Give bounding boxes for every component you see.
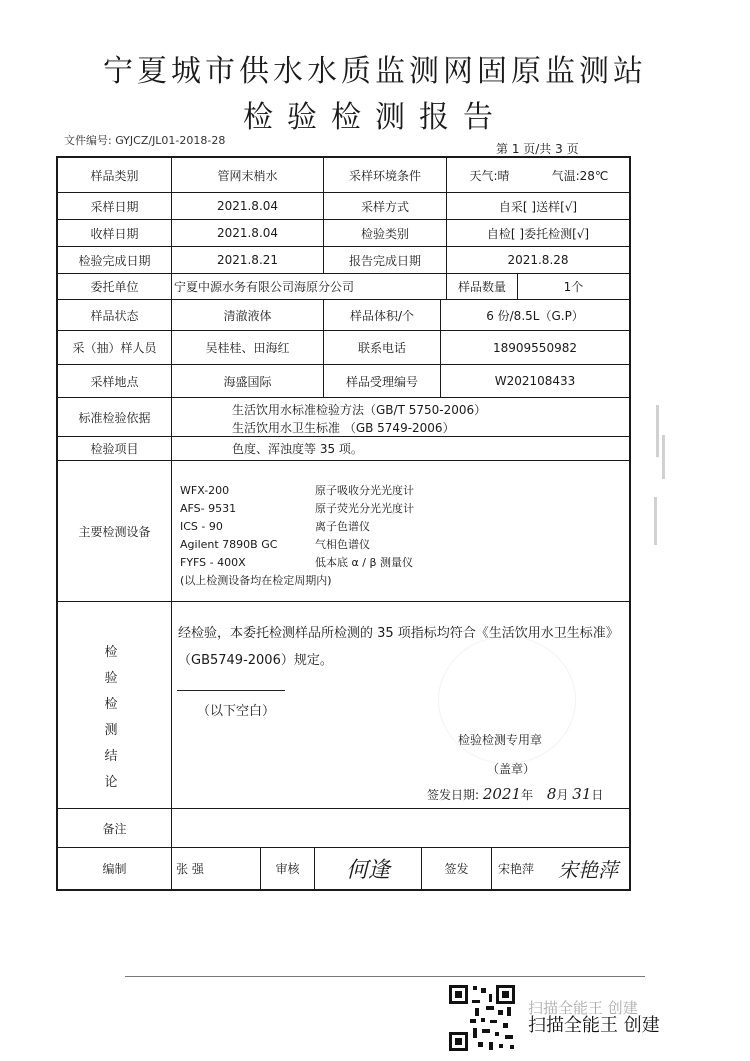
sample-type-value: 管网末梢水 [217,168,278,183]
equipment-name: 离子色谱仪 [315,520,370,533]
sample-quantity-value: 1个 [563,280,584,294]
report-title-line-2: 检验检测报告 [243,100,507,135]
scan-watermark: 扫描全能王 创建 [528,1015,660,1036]
stamp-title: 检验检测专用章 [458,733,543,747]
equipment-model: ICS - 90 [180,520,223,533]
equipment-row [180,518,610,536]
outer-frame-bottom [56,889,631,891]
issue-year-suffix: 年 [521,788,534,802]
reviewed-label: 审核 [275,861,300,876]
equipment-name: 低本底 α / β 测量仪 [315,556,413,569]
page-number: 第 1 页/共 3 页 [496,142,579,156]
sample-volume-label: 样品体积/个 [349,308,415,323]
standard-basis-line-1: 生活饮用水标准检验方法（GB/T 5750-2006） [232,402,487,417]
compiled-label: 编制 [102,861,127,876]
issue-month: 8 [546,785,557,803]
received-date-label: 收样日期 [90,226,139,241]
inspection-type-label: 检验类别 [360,226,409,241]
completion-date-value: 2021.8.21 [216,253,279,267]
equipment-row [180,554,610,572]
remarks-label: 备注 [102,821,127,836]
equipment-name: 气相色谱仪 [315,538,370,551]
sampling-date-label: 采样日期 [90,199,139,214]
test-items-value: 色度、浑浊度等 35 项。 [232,442,363,456]
acceptance-number-value: W202108433 [494,374,576,388]
received-date-value: 2021.8.04 [216,226,279,240]
standard-basis-label: 标准检验依据 [78,410,151,425]
issue-day-suffix: 日 [591,788,604,802]
stamp-mark: （盖章） [487,762,536,776]
blank-note: （以下空白） [197,704,276,719]
equipment-model: Agilent 7890B GC [180,538,278,551]
sampling-method-label: 采样方式 [360,199,409,214]
equipment-row [180,536,610,554]
sample-state-value: 清澈液体 [223,308,272,323]
standard-basis-line-2: 生活饮用水卫生标准 （GB 5749-2006） [232,420,455,435]
sample-state-label: 样品状态 [90,308,139,323]
equipment-note: (以上检测设备均在检定周期内) [180,574,332,587]
equipment-name: 原子荧光分光光度计 [315,502,414,515]
right-edge-marks [652,405,670,550]
scan-watermark-faded: 扫描全能王 创建 [528,999,638,1017]
sampling-date-value: 2021.8.04 [216,199,279,213]
equipment-model: WFX-200 [180,484,230,497]
issued-by: 宋艳萍 [498,861,535,876]
reviewed-signature: 何逢 [345,857,390,883]
sampler-label: 采（抽）样人员 [72,341,157,355]
row-line-11 [57,601,630,602]
weather-value: 天气:晴 [469,168,510,183]
issued-signature: 宋艳萍 [558,857,618,882]
issue-month-suffix: 月 [556,788,569,802]
conclusion-text: 经检验，本委托检测样品所检测的 35 项指标均符合《生活饮用水卫生标准》（GB5749-2006）规定。 [178,626,613,668]
report-date-value: 2021.8.28 [507,253,569,267]
equipment-list [180,482,610,594]
client-label: 委托单位 [90,280,139,294]
issue-day: 31 [572,785,592,803]
issue-date [427,785,603,803]
document-number: 文件编号: GYJCZ/JL01-2018-28 [64,134,226,147]
equipment-label: 主要检测设备 [78,524,151,539]
sampling-method-value: 自采[ ]送样[√] [498,199,578,214]
outer-frame-right [629,156,631,890]
issue-year: 2021 [482,785,522,803]
conclusion-label: 检 验 检 测 结 论 [104,645,118,790]
temperature-value: 气温:28℃ [551,168,609,183]
equipment-model: FYFS - 400X [180,556,246,569]
acceptance-number-label: 样品受理编号 [345,374,418,389]
equipment-model: AFS- 9531 [180,502,237,515]
client-value: 宁夏中源水务有限公司海原分公司 [174,280,355,294]
sample-quantity-label: 样品数量 [457,280,506,294]
inspection-type-value: 自检[ ]委托检测[√] [486,226,590,241]
compiled-by: 张 强 [176,861,204,876]
sampling-env-label: 采样环境条件 [348,168,421,183]
equipment-name: 原子吸收分光光度计 [315,484,414,497]
sampler-value: 吴桂桂、田海红 [205,341,290,355]
report-title-line-1: 宁夏城市供水水质监测网固原监测站 [103,54,647,89]
phone-value: 18909550982 [493,340,577,355]
test-items-label: 检验项目 [90,442,139,456]
sample-volume-value: 6 份/8.5L（G.P） [486,308,584,323]
completion-date-label: 检验完成日期 [78,253,151,268]
sample-type-label: 样品类别 [90,168,139,183]
phone-label: 联系电话 [357,341,406,355]
location-label: 采样地点 [90,374,139,389]
blank-note-line [177,690,285,691]
equipment-row [180,500,610,518]
issued-label: 签发 [444,861,469,876]
location-value: 海盛国际 [223,374,272,389]
report-date-label: 报告完成日期 [348,253,421,268]
bottom-line [125,976,645,977]
issue-date-label: 签发日期: [427,788,480,802]
equipment-row [180,482,610,500]
column-line-signature-4 [491,847,492,889]
qr-code-icon [447,983,517,1053]
